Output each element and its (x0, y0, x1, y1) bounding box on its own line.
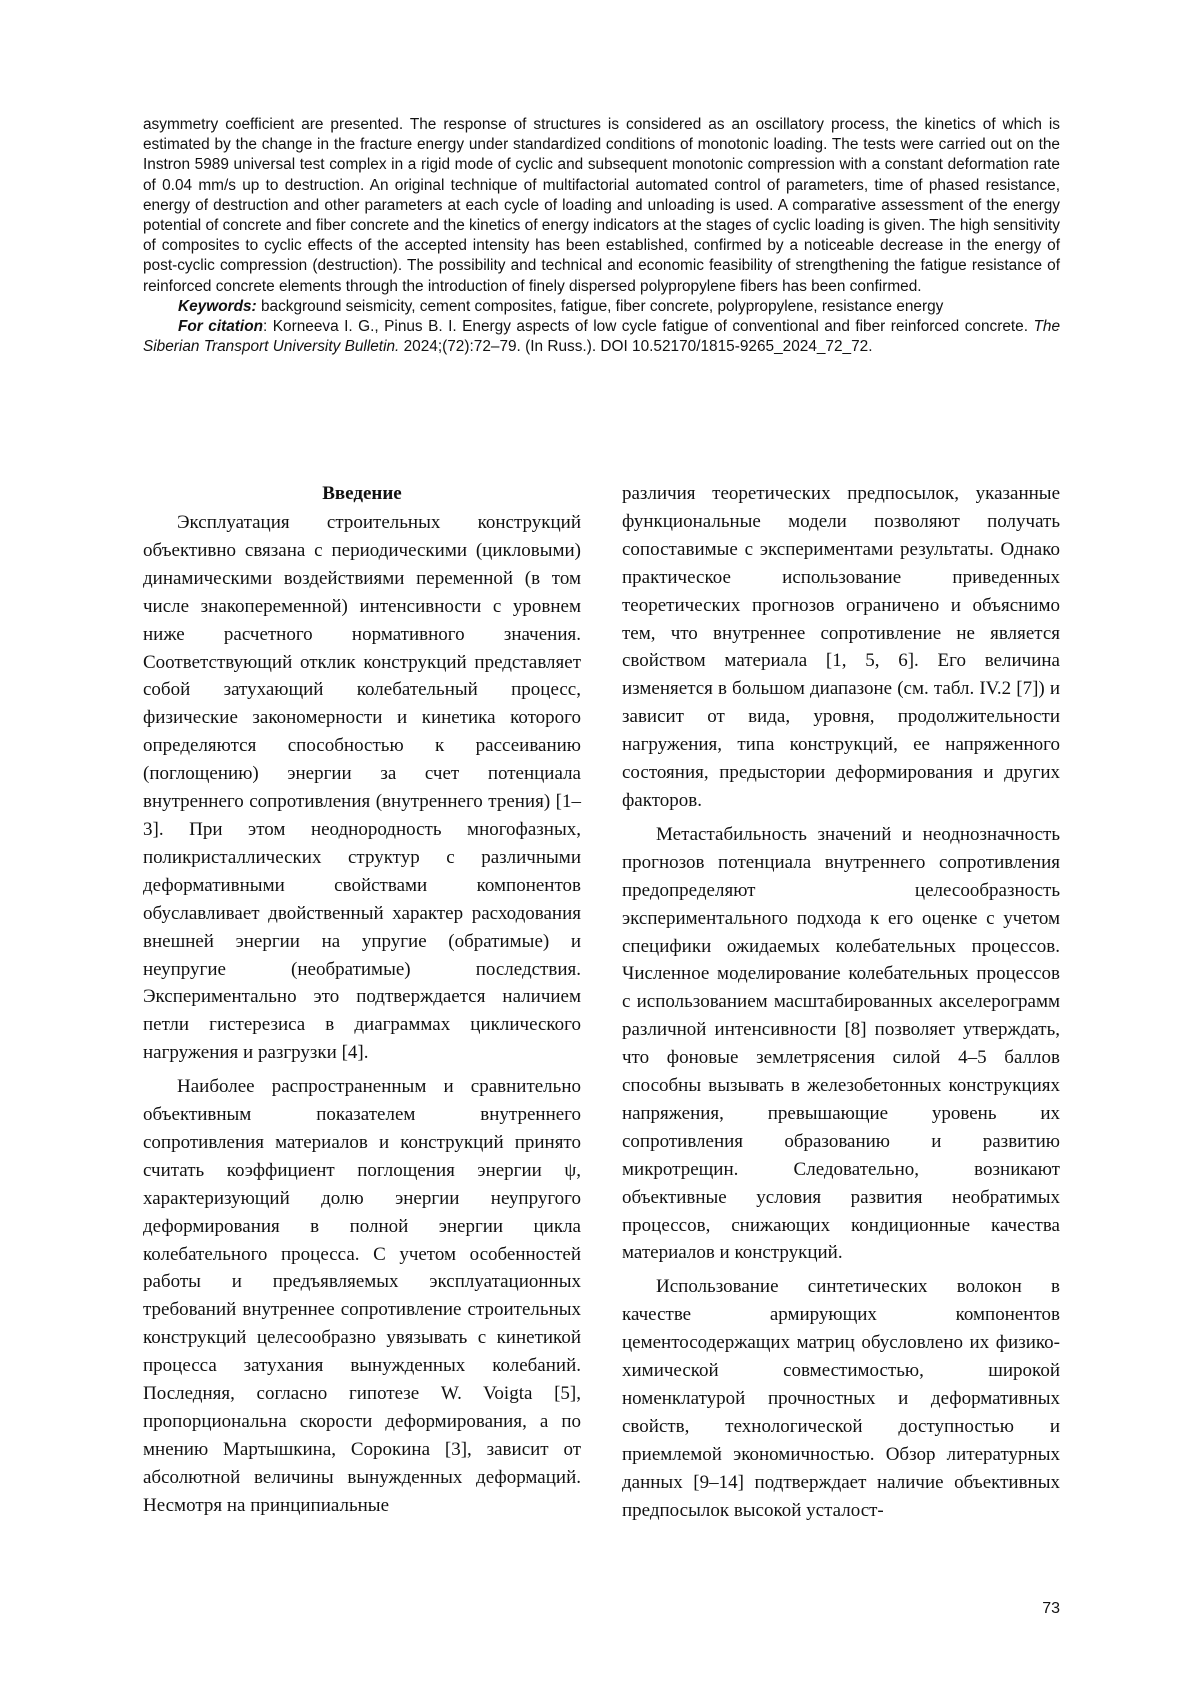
citation-label: For citation (178, 318, 263, 336)
citation-text: : Korneeva I. G., Pinus B. I. Energy aspects of low cycle fatigue of conventional and fiber reinforced concrete. (263, 318, 1034, 336)
keywords-text: background seismicity, cement composites, fatigue, fiber concrete, polypropylene, resistance energy (256, 297, 944, 315)
paragraph: Метастабильность значений и неоднозначность прогнозов потенциала внутреннего сопротивления предопределяют целесообразность экспериментального подхода к его оценке с учетом специфики ожидаемых колебательных процессов. Численное моделирование колебательных процессов с использованием масштабированных акселерограмм различной интенсивности [8] позволяет утверждать, что фоновые землетрясения силой 4–5 баллов способны вызывать в железобетонных конструкциях напряжения, превышающие уровень их сопротивления образованию и развитию микротрещин. Следовательно, возникают объективные условия развития необратимых процессов, снижающих кондиционные качества материалов и конструкций. (622, 823, 1060, 1264)
keywords-label: Keywords: (178, 297, 257, 315)
citation-text-end: 2024;(72):72–79. (In Russ.). DOI 10.52170/1815-9265_2024_72_72. (399, 338, 873, 356)
left-column (143, 480, 581, 1526)
right-column (622, 480, 1060, 1531)
citation-journal: The Siberian Transport University Bulletin. (143, 318, 1061, 356)
page-number: 73 (1042, 1600, 1060, 1617)
paragraph: Использование синтетических волокон в качестве армирующих компонентов цементосодержащих матриц обусловлено их физико-химической совместимостью, широкой номенклатурой прочностных и деформативных свойств, технологической доступностью и приемлемой экономичностью. Обзор литературных данных [9–14] подтверждает наличие объективных предпосылок высокой усталост- (622, 1276, 1060, 1521)
citation-line (143, 317, 1060, 357)
abstract-text: asymmetry coefficient are presented. The response of structures is considered as an oscillatory process, the kinetics of which is estimated by the change in the fracture energy under standardized conditions of monotonic loading. The tests were carried out on the Instron 5989 universal test complex in a rigid mode of cyclic and subsequent monotonic compression with a constant deformation rate of 0.04 mm/s up to destruction. An original technique of multifactorial automated control of parameters, time of phased resistance, energy of destruction and other parameters at each cycle of loading and unloading is used. A comparative assessment of the energy potential of concrete and fiber concrete and the kinetics of energy indicators at the stages of cyclic loading is given. The high sensitivity of composites to cyclic effects of the accepted intensity has been established, confirmed by a noticeable decrease in the energy of post-cyclic compression (destruction). The possibility and technical and economic feasibility of strengthening the fatigue resistance of reinforced concrete elements through the introduction of finely dispersed polypropylene fibers has been confirmed. (143, 116, 1060, 295)
paragraph: различия теоретических предпосылок, указанные функциональные модели позволяют получать сопоставимые с экспериментами результаты. Однако практическое использование приведенных теоретических прогнозов ограничено и объяснимо тем, что внутреннее сопротивление не является свойством материала [1, 5, 6]. Его величина изменяется в большом диапазоне (см. табл. IV.2 [7]) и зависит от вида, уровня, продолжительности нагружения, типа конструкций, ее напряженного состояния, предыстории деформирования и других факторов. (622, 483, 1060, 811)
section-heading: Введение (322, 483, 402, 504)
paragraph: Эксплуатация строительных конструкций объективно связана с периодическими (цикловыми) динамическими воздействиями переменной (в том числе знакопеременной) интенсивности с уровнем ниже расчетного нормативного значения. Соответствующий отклик конструкций представляет собой затухающий колебательный процесс, физические закономерности и кинетика которого определяются способностью к рассеиванию (поглощению) энергии за счет потенциала внутреннего сопротивления (внутреннего трения) [1–3]. При этом неоднородность многофазных, поликристаллических структур с различными деформативными свойствами компонентов обуславливает двойственный характер расходования внешней энергии на упругие (обратимые) и неупругие (необратимые) последствия. Экспериментально это подтверждается наличием петли гистерезиса в диаграммах циклического нагружения и разгрузки [4]. (143, 512, 581, 1064)
paragraph: Наиболее распространенным и сравнительно объективным показателем внутреннего сопротивления материалов и конструкций принято считать коэффициент поглощения энергии ψ, характеризующий долю энергии неупругого деформирования в полной энергии цикла колебательного процесса. С учетом особенностей работы и предъявляемых эксплуатационных требований внутреннее сопротивление строительных конструкций целесообразно увязывать с кинетикой процесса затухания вынужденных колебаний. Последняя, согласно гипотезе W. Voigta [5], пропорциональна скорости деформирования, а по мнению Мартышкина, Сорокина [3], зависит от абсолютной величины вынужденных деформаций. Несмотря на принципиальные (143, 1076, 581, 1516)
abstract-block (143, 115, 1060, 357)
keywords-line (143, 297, 1060, 317)
